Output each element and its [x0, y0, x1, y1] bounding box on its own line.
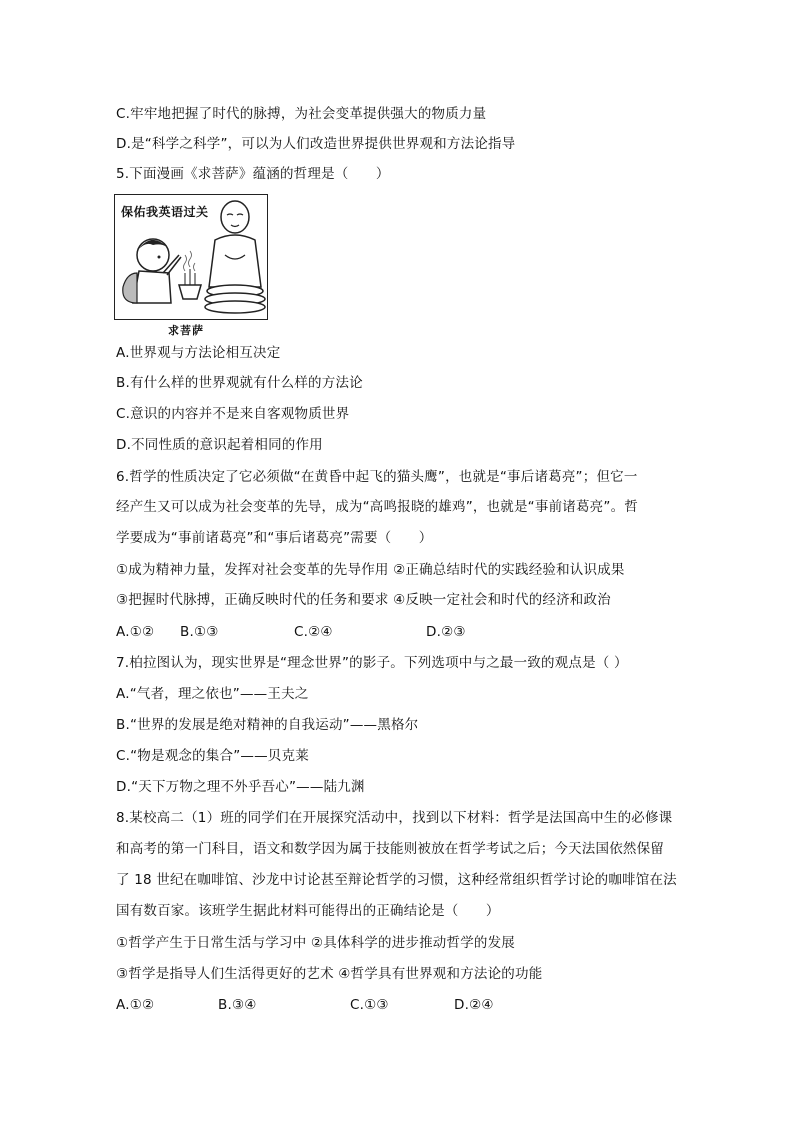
q5-option-d: D.不同性质的意识起着相同的作用	[116, 437, 323, 453]
q6-options	[116, 622, 466, 642]
q6-option-a: A.①②	[116, 624, 155, 640]
cartoon-caption: 求菩萨	[168, 324, 204, 337]
q8-statements-2: ③哲学是指导人们生活得更好的艺术 ④哲学具有世界观和方法论的功能	[116, 966, 543, 982]
q5-option-b: B.有什么样的世界观就有什么样的方法论	[116, 375, 363, 391]
q6-option-c: C.②④	[294, 624, 333, 640]
cartoon-speech-text: 保佑我英语过关	[121, 205, 209, 219]
q6-stem-line-3: 学要成为“事前诸葛亮”和“事后诸葛亮”需要（ ）	[116, 530, 433, 546]
q8-option-a: A.①②	[116, 997, 155, 1013]
q7-option-a: A.“气者，理之依也”——王夫之	[116, 686, 309, 702]
q6-stem-line-2: 经产生又可以成为社会变革的先导，成为“高鸣报晓的雄鸡”，也就是“事前诸葛亮”。哲	[116, 499, 638, 515]
q4-option-c: C.牢牢地把握了时代的脉搏，为社会变革提供强大的物质力量	[116, 106, 487, 122]
cartoon-image	[114, 194, 268, 320]
q8-statements-1: ①哲学产生于日常生活与学习中 ②具体科学的进步推动哲学的发展	[116, 935, 515, 951]
q5-option-a: A.世界观与方法论相互决定	[116, 345, 281, 361]
q7-option-d: D.“天下万物之理不外乎吾心”——陆九渊	[116, 779, 365, 795]
q8-option-b: B.③④	[218, 997, 257, 1013]
q8-stem-line-4: 国有数百家。该班学生据此材料可能得出的正确结论是（ ）	[116, 903, 500, 919]
q6-option-d: D.②③	[426, 624, 466, 640]
q6-stem-line-1: 6.哲学的性质决定了它必须做“在黄昏中起飞的猫头鹰”，也就是“事后诸葛亮”；但它一	[116, 469, 638, 485]
q8-stem-line-2: 和高考的第一门科目，语文和数学因为属于技能则被放在哲学考试之后；今天法国依然保留	[116, 841, 664, 857]
q8-stem-line-3: 了 18 世纪在咖啡馆、沙龙中讨论甚至辩论哲学的习惯，这种经常组织哲学讨论的咖啡馆在法	[116, 872, 677, 888]
q8-option-c: C.①③	[350, 997, 389, 1013]
q8-option-d: D.②④	[454, 997, 494, 1013]
q4-option-d: D.是“科学之科学”，可以为人们改造世界提供世界观和方法论指导	[116, 136, 516, 152]
q6-statements-1: ①成为精神力量，发挥对社会变革的先导作用 ②正确总结时代的实践经验和认识成果	[116, 562, 625, 578]
q6-option-b: B.①③	[180, 624, 219, 640]
q5-option-c: C.意识的内容并不是来自客观物质世界	[116, 406, 350, 422]
q7-stem: 7.柏拉图认为，现实世界是“理念世界”的影子。下列选项中与之最一致的观点是（ ）	[116, 655, 628, 671]
q8-stem-line-1: 8.某校高二（1）班的同学们在开展探究活动中，找到以下材料：哲学是法国高中生的必修课	[116, 810, 673, 826]
q6-statements-2: ③把握时代脉搏，正确反映时代的任务和要求 ④反映一定社会和时代的经济和政治	[116, 592, 611, 608]
q7-option-c: C.“物是观念的集合”——贝克莱	[116, 748, 309, 764]
q7-option-b: B.“世界的发展是绝对精神的自我运动”——黑格尔	[116, 717, 419, 733]
q8-options	[116, 995, 494, 1015]
q5-stem: 5.下面漫画《求菩萨》蕴涵的哲理是（ ）	[116, 166, 390, 182]
